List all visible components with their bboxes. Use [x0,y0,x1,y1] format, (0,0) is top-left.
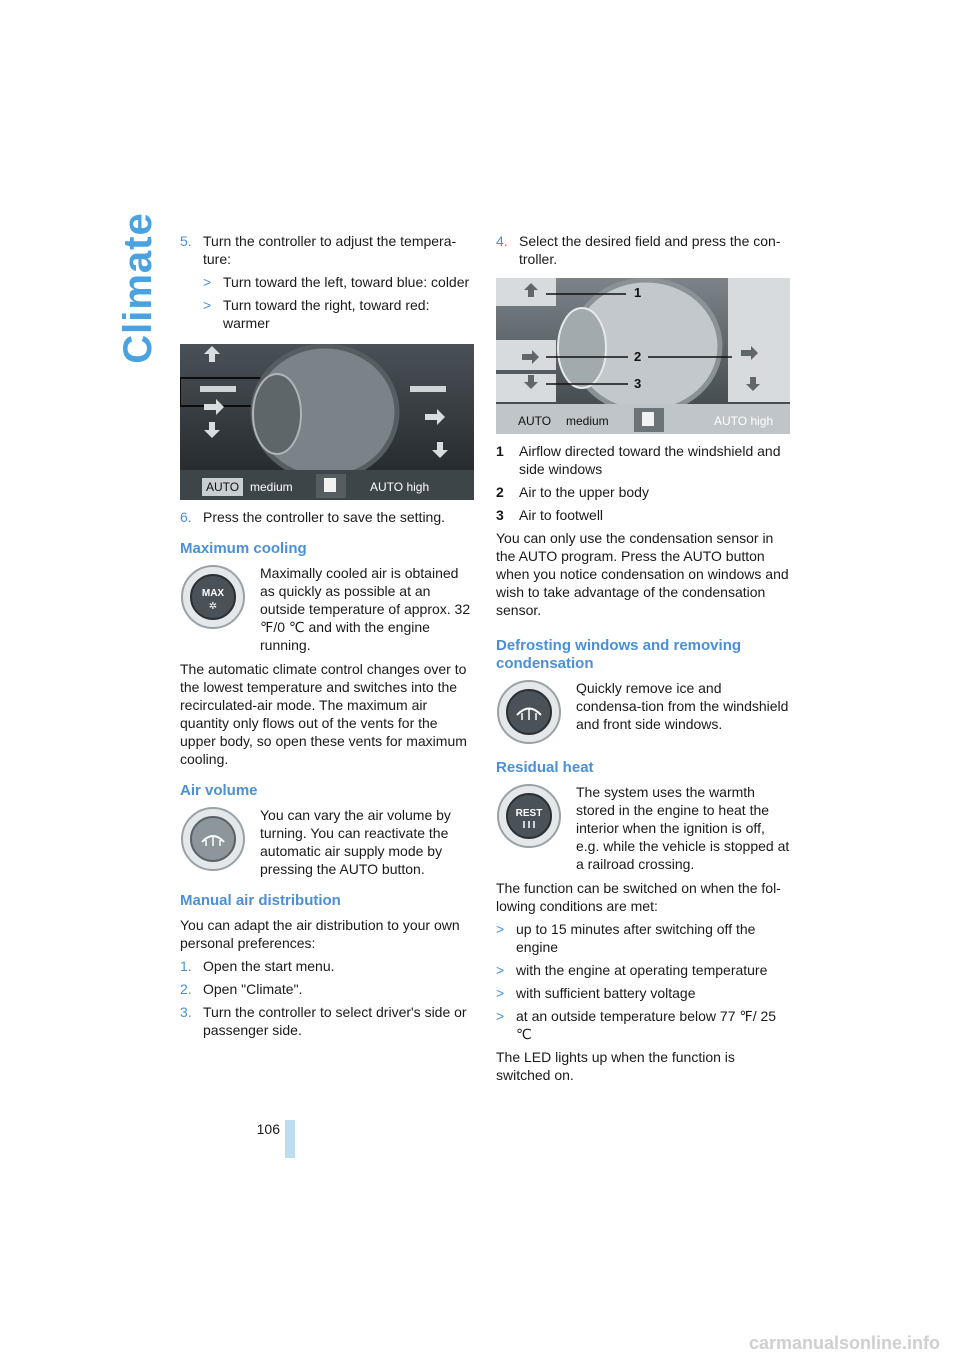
defrost-text: Quickly remove ice and condensa-tion from the windshield and front side windows. [576,680,789,732]
watermark: carmanualsonline.info [748,1333,940,1353]
step-number: 5. [180,233,192,249]
step-text: Open the start menu. [203,958,335,974]
legend-number: 2 [496,484,504,500]
bullet-arrow-icon: > [496,921,505,937]
air-volume-text: You can vary the air volume by turning. You can reactivate the automatic air supply mode by pressing the AUTO button. [260,807,451,877]
max-button-label: MAX [201,588,225,599]
bullet-warmer [203,296,474,332]
bullet-arrow-icon: > [496,962,505,978]
rest-button-icon [496,783,562,849]
heading-manual-air-distribution: Manual air distribution [180,892,341,909]
section-title [113,212,163,364]
snowflake-icon: ✲ [208,601,218,612]
residual-heat-text: The system uses the warmth stored in the engine to heat the interior when the ignition is off, e.g. while the vehicle is stopped at a railroad crossing. [576,784,790,872]
legend-number: 3 [496,507,504,523]
air-volume-knob-icon [180,806,246,872]
step-number: 4. [496,233,508,249]
climate-screen-figure-1 [180,344,474,500]
step-number: 6. [180,509,192,525]
step-text: Select the desired field and press the con-troller. [519,233,781,267]
conditions-intro: The function can be switched on when the fol-lowing conditions are met: [496,880,781,914]
legend-text: Air to the upper body [519,484,649,500]
led-text: The LED lights up when the function is switched on. [496,1049,735,1083]
bullet-arrow-icon: > [496,1008,505,1024]
fig-auto-label: AUTO [202,478,243,496]
residual-heat-block [496,783,790,873]
condition-item [496,920,790,956]
right-column [496,232,790,1089]
legend-item-3 [496,506,790,524]
max-button-icon [180,564,246,630]
legend-item-1 [496,442,790,478]
condition-item [496,1007,790,1043]
step-3 [180,1003,474,1039]
heading-residual-heat: Residual heat [496,759,594,776]
fig-auto-high-label: AUTO high [714,414,774,428]
step-number: 2. [180,981,192,997]
sensor-text: You can only use the condensation sensor in the AUTO program. Press the AUTO button when you notice condensation on windows and wish to take advantage of the condensation sensor. [496,530,789,618]
section-title-text: Climate [116,212,160,364]
legend-number: 1 [496,443,504,459]
bullet-arrow-icon: > [203,297,212,313]
page-number: 106 [256,1121,280,1137]
bullet-arrow-icon: > [496,985,505,1001]
condition-text: with the engine at operating temperature [516,962,768,978]
max-cooling-text-2: The automatic climate control changes over to the lowest temperature and switches into the recirculated-air mode. The maximum air quantity only flows out of the vents for the upper body, so open these vents for maximum cooling. [180,661,467,767]
max-cooling-block [180,564,474,654]
condition-item [496,961,790,979]
fig-medium-label: medium [566,414,609,428]
step-6 [180,508,474,526]
fig-medium-label: medium [250,480,293,494]
page-marker-bar [285,1120,295,1158]
fig-auto-label: AUTO [518,414,552,428]
condition-text: up to 15 minutes after switching off the engine [516,921,756,955]
step-text: Press the controller to save the setting. [203,509,446,525]
step-1 [180,957,474,975]
legend-text: Air to footwell [519,507,604,523]
step-number: 3. [180,1004,192,1020]
callout-1: 1 [634,285,642,300]
bullet-text: Turn toward the left, toward blue: colder [223,274,470,290]
air-distribution-graphic [496,278,790,434]
air-volume-block [180,806,474,878]
condition-text: with sufficient battery voltage [516,985,696,1001]
step-text: Open "Climate". [203,981,303,997]
condition-text: at an outside temperature below 77 ℉/ 25 ℃ [516,1008,777,1042]
callout-3: 3 [634,376,642,391]
defrost-button-icon [496,679,562,745]
defrost-block [496,679,790,745]
step-5 [180,232,474,268]
condition-item [496,984,790,1002]
climate-screen-figure-2 [496,278,790,434]
callout-2: 2 [634,349,642,364]
heading-maximum-cooling: Maximum cooling [180,540,307,557]
heading-defrosting: Defrosting windows and removing condensation [496,637,742,672]
step-2 [180,980,474,998]
left-column [180,232,474,1044]
bullet-text: Turn toward the right, toward red: warmer [223,297,430,331]
manual-text: You can adapt the air distribution to your own personal preferences: [180,917,460,951]
climate-display-graphic [180,344,474,500]
step-text: Turn the controller to adjust the tempera-ture: [203,233,457,267]
step-4 [496,232,790,268]
rest-button-label: REST [515,808,543,819]
heading-air-volume: Air volume [180,782,258,799]
legend-text: Airflow directed toward the windshield and side windows [519,443,781,477]
fig-auto-high-label: AUTO high [370,480,430,494]
max-cooling-text: Maximally cooled air is obtained as quickly as possible at an outside temperature of approx. 32 ℉/0 ℃ and with the engine running. [260,565,471,653]
bullet-colder [203,273,474,291]
legend-item-2 [496,483,790,501]
step-text: Turn the controller to select driver's side or passenger side. [203,1004,467,1038]
step-number: 1. [180,958,192,974]
bullet-arrow-icon: > [203,274,212,290]
